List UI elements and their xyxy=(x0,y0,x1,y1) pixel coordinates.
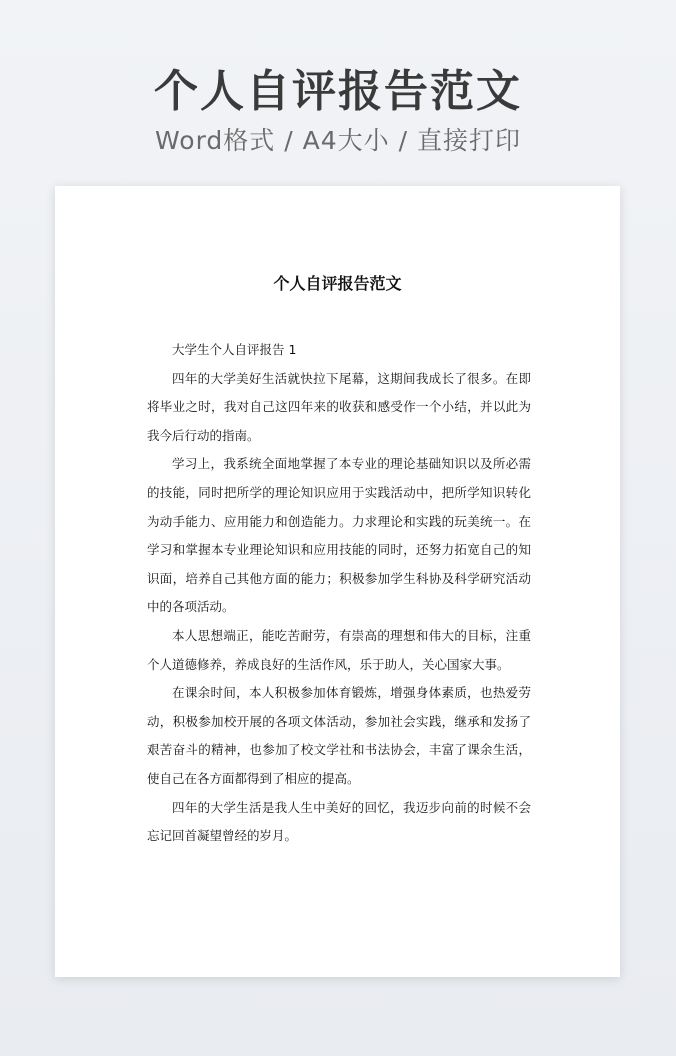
banner-subtitle: Word格式 / A4大小 / 直接打印 xyxy=(155,126,521,155)
section-heading: 大学生个人自评报告 1 xyxy=(172,342,297,357)
document-body xyxy=(147,336,531,851)
paragraph: 在课余时间，本人积极参加体育锻炼，增强身体素质，也热爱劳动，积极参加校开展的各项文体活动，参加社会实践，继承和发扬了艰苦奋斗的精神，也参加了校文学社和书法协会，丰富了课余生活，使自己在各方面都得到了相应的提高。 xyxy=(147,685,531,786)
document-title: 个人自评报告范文 xyxy=(273,274,402,293)
paragraph: 学习上，我系统全面地掌握了本专业的理论基础知识以及所必需的技能，同时把所学的理论知识应用于实践活动中，把所学知识转化为动手能力、应用能力和创造能力。力求理论和实践的玩美统一。在学习和掌握本专业理论知识和应用技能的同时，还努力拓宽自己的知识面，培养自己其他方面的能力；积极参加学生科协及科学研究活动中的各项活动。 xyxy=(147,456,531,615)
banner-title: 个人自评报告范文 xyxy=(154,66,522,117)
paragraph: 四年的大学美好生活就快拉下尾幕，这期间我成长了很多。在即将毕业之时，我对自己这四年来的收获和感受作一个小结，并以此为我今后行动的指南。 xyxy=(147,370,531,443)
document-page xyxy=(55,186,620,977)
paragraph: 本人思想端正，能吃苦耐劳，有崇高的理想和伟大的目标，注重个人道德修养，养成良好的生活作风，乐于助人，关心国家大事。 xyxy=(147,627,531,672)
paragraph: 四年的大学生活是我人生中美好的回忆，我迈步向前的时候不会忘记回首凝望曾经的岁月。 xyxy=(147,799,531,844)
banner xyxy=(0,62,676,158)
